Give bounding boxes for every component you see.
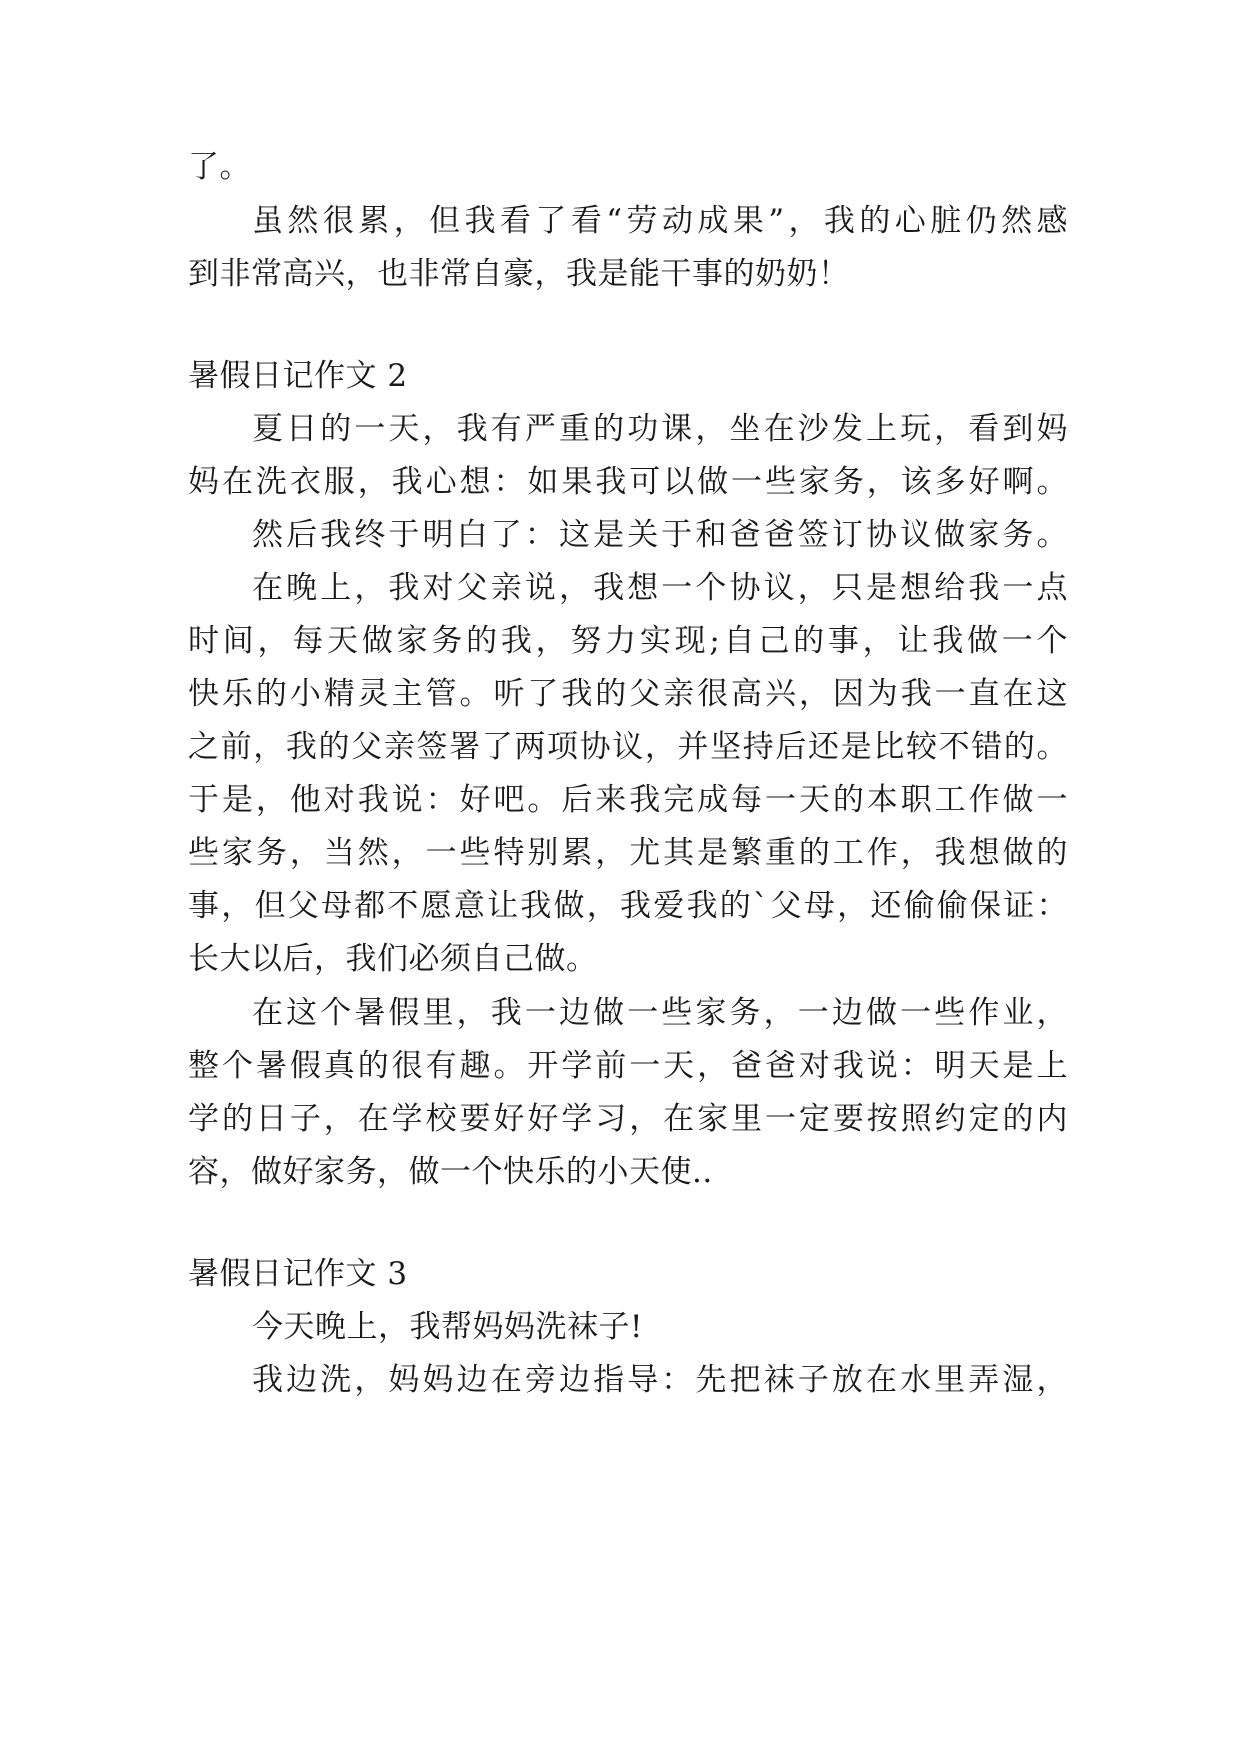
paragraph-line: 夏日的一天，我有严重的功课，坐在沙发上玩，看到妈 (252, 411, 1068, 447)
paragraph-line: 容，做好家务，做一个快乐的小天使.. (188, 1154, 713, 1190)
paragraph-line: 学的日子，在学校要好好学习，在家里一定要按照约定的内 (188, 1101, 1068, 1137)
paragraph-line: 整个暑假真的很有趣。开学前一天，爸爸对我说：明天是上 (188, 1048, 1068, 1084)
section-heading: 暑假日记作文 3 (188, 1256, 408, 1292)
paragraph-line: 今天晚上，我帮妈妈洗袜子! (252, 1309, 643, 1345)
section-heading: 暑假日记作文 2 (188, 358, 408, 394)
paragraph-line: 在这个暑假里，我一边做一些家务，一边做一些作业， (252, 995, 1068, 1031)
paragraph-line: 妈在洗衣服，我心想：如果我可以做一些家务，该多好啊。 (188, 464, 1068, 500)
paragraph-line: 虽然很累，但我看了看“劳动成果”，我的心脏仍然感 (252, 203, 1068, 239)
paragraph-line: 之前，我的父亲签署了两项协议，并坚持后还是比较不错的。 (188, 729, 1068, 765)
paragraph-line: 快乐的小精灵主管。听了我的父亲很高兴，因为我一直在这 (188, 676, 1068, 712)
paragraph-line: 时间，每天做家务的我，努力实现;自己的事，让我做一个 (188, 623, 1068, 659)
paragraph-line: 长大以后，我们必须自己做。 (188, 941, 598, 977)
paragraph-line: 我边洗，妈妈边在旁边指导：先把袜子放在水里弄湿， (252, 1362, 1068, 1398)
paragraph-line: 了。 (188, 149, 251, 185)
paragraph-line: 在晚上，我对父亲说，我想一个协议，只是想给我一点 (252, 570, 1068, 606)
paragraph-line: 然后我终于明白了：这是关于和爸爸签订协议做家务。 (252, 517, 1068, 553)
paragraph-line: 于是，他对我说：好吧。后来我完成每一天的本职工作做一 (188, 782, 1068, 818)
paragraph-line: 事，但父母都不愿意让我做，我爱我的`父母，还偷偷保证： (188, 888, 1068, 924)
paragraph-line: 些家务，当然，一些特别累，尤其是繁重的工作，我想做的 (188, 835, 1068, 871)
paragraph-line: 到非常高兴，也非常自豪，我是能干事的奶奶！ (188, 256, 850, 292)
